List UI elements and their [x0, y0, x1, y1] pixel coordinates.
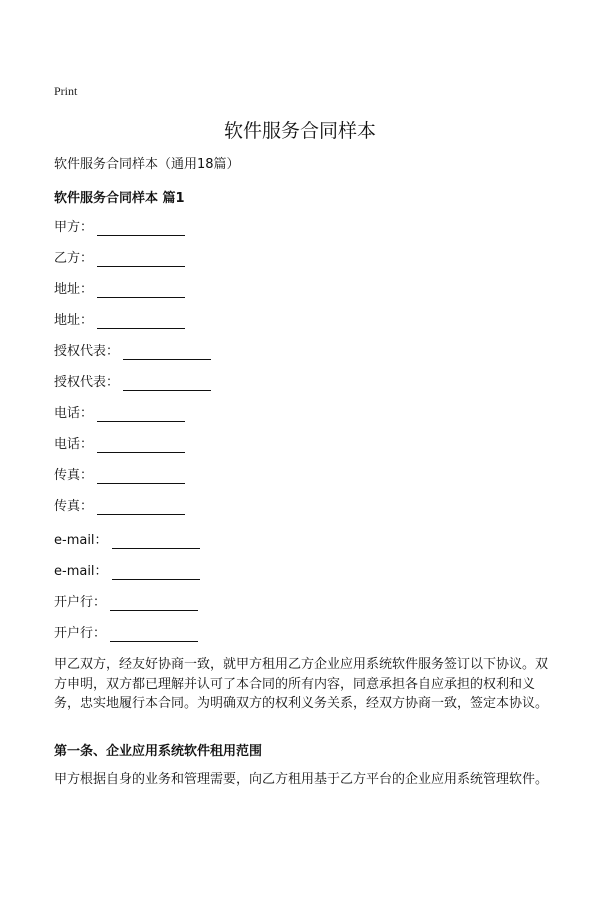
field-label: 授权代表： — [54, 375, 120, 390]
blank-line — [112, 534, 200, 549]
article-heading: 第一条、企业应用系统软件租用范围 — [54, 744, 263, 759]
blank-line — [97, 438, 185, 453]
party-b-field — [54, 249, 185, 267]
party-a-field — [54, 218, 185, 236]
print-link[interactable]: Print — [54, 84, 78, 98]
blank-line — [97, 469, 185, 484]
field-label: e-mail： — [54, 533, 108, 548]
field-label: 地址： — [54, 282, 94, 297]
blank-line — [97, 283, 185, 298]
field-label: 电话： — [54, 406, 94, 421]
blank-line — [97, 314, 185, 329]
blank-line — [123, 345, 211, 360]
address-b-field — [54, 311, 185, 329]
blank-line — [97, 500, 185, 515]
article-paragraph: 甲方根据自身的业务和管理需要，向乙方租用基于乙方平台的企业应用系统管理软件。 — [54, 772, 549, 787]
fax-a-field — [54, 466, 185, 484]
phone-b-field — [54, 435, 185, 453]
field-label: 开户行： — [54, 595, 107, 610]
field-label: 电话： — [54, 437, 94, 452]
address-a-field — [54, 280, 185, 298]
email-b-field — [54, 562, 200, 580]
representative-b-field — [54, 373, 211, 391]
fax-b-field — [54, 497, 185, 515]
blank-line — [97, 252, 185, 267]
field-label: 传真： — [54, 468, 94, 483]
section-heading: 软件服务合同样本 篇1 — [54, 191, 185, 206]
phone-a-field — [54, 404, 185, 422]
bank-a-field — [54, 593, 198, 611]
blank-line — [123, 376, 211, 391]
field-label: e-mail： — [54, 564, 108, 579]
email-a-field — [54, 531, 200, 549]
blank-line — [112, 565, 200, 580]
blank-line — [97, 407, 185, 422]
blank-line — [97, 221, 185, 236]
document-title: 软件服务合同样本 — [223, 120, 376, 142]
field-label: 传真： — [54, 499, 94, 514]
field-label: 甲方： — [54, 220, 94, 235]
field-label: 授权代表： — [54, 344, 120, 359]
field-label: 乙方： — [54, 251, 94, 266]
field-label: 开户行： — [54, 626, 107, 641]
blank-line — [110, 627, 198, 642]
bank-b-field — [54, 624, 198, 642]
field-label: 地址： — [54, 313, 94, 328]
document-subtitle: 软件服务合同样本（通用18篇） — [54, 157, 240, 172]
representative-a-field — [54, 342, 211, 360]
intro-paragraph: 甲乙双方，经友好协商一致，就甲方租用乙方企业应用系统软件服务签订以下协议。双方申明，双方都已理解并认可了本合同的所有内容，同意承担各自应承担的权利和义务，忠实地履行本合同。为明确双方的权利义务关系，经双方协商一致，签定本协议。 — [54, 657, 549, 711]
blank-line — [110, 596, 198, 611]
